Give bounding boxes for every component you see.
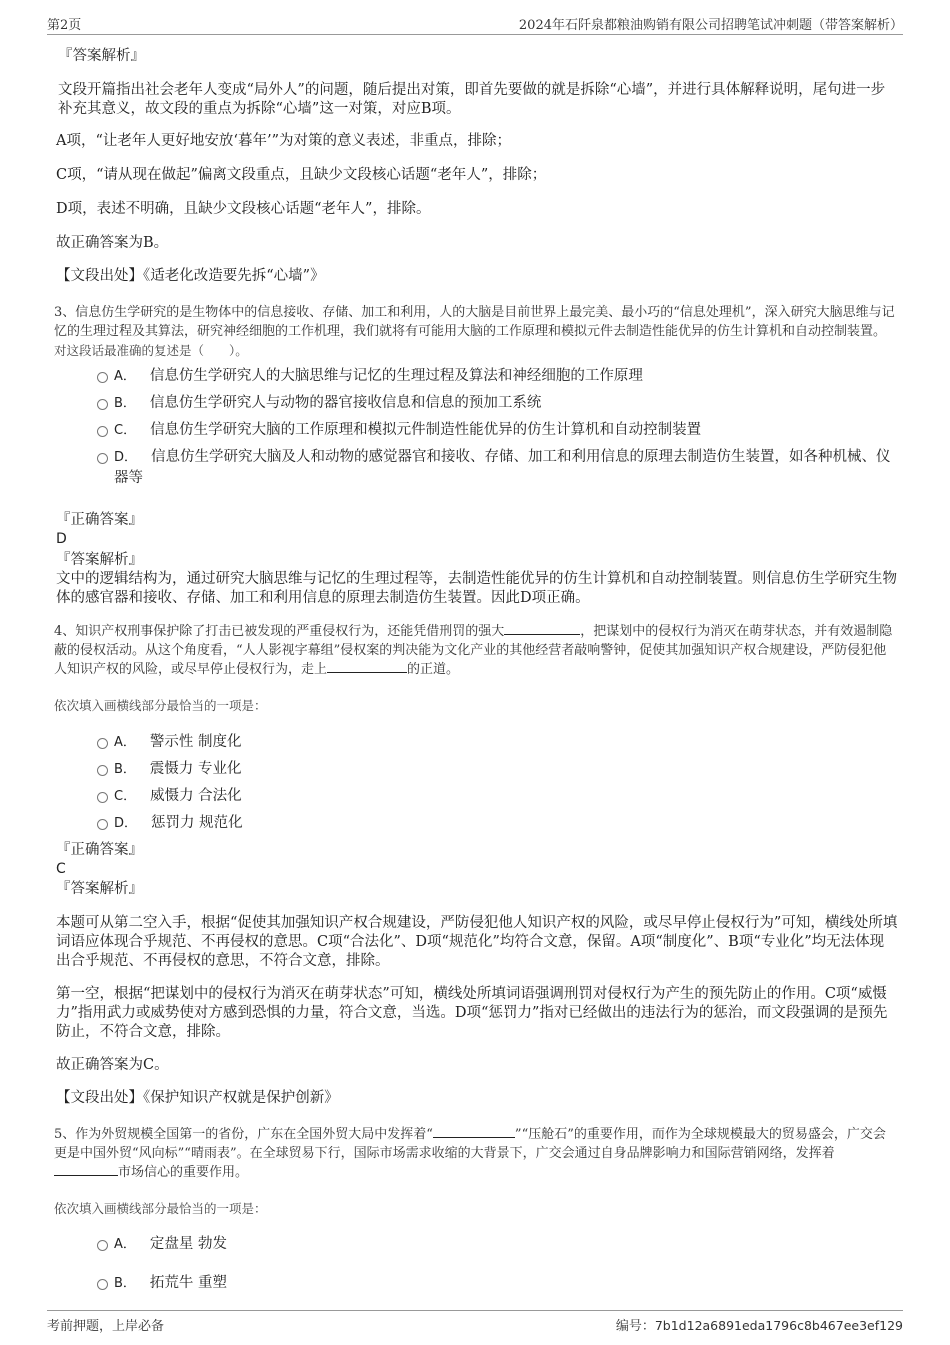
option-c[interactable]: C． 信息仿生学研究大脑的工作原理和模拟元件制造性能优异的仿生计算机和自动控制装置 [56, 420, 898, 441]
option-a[interactable]: A． 信息仿生学研究人的大脑思维与记忆的生理过程及算法和神经细胞的工作原理 [56, 366, 898, 387]
footer-slogan: 考前押题，上岸必备 [47, 1319, 165, 1334]
analysis-paragraph: 文段开篇指出社会老年人变成“局外人”的问题，随后提出对策，即首先要做的就是拆除“心墙”，并进行具体解释说明，尾句进一步补充其意义，故文段的重点为拆除“心墙”这一对策，对应B项。 [58, 82, 886, 117]
document-code: 编号：7b1d12a6891eda1796c8b467ee3ef129 [615, 1318, 903, 1334]
radio-icon[interactable] [97, 765, 108, 776]
option-d[interactable]: D． 信息仿生学研究大脑及人和动物的感觉器官和接收、存储、加工和利用信息的原理去制造仿生装置，如各种机械、仪器等 [56, 447, 898, 488]
analysis-option-d: D项，表述不明确，且缺少文段核心话题“老年人”，排除。 [56, 201, 431, 217]
analysis-label: 『答案解析』 [56, 881, 143, 897]
radio-icon[interactable] [97, 453, 108, 464]
option-b[interactable]: B． 拓荒牛 重塑 [56, 1273, 898, 1294]
fill-blank [327, 660, 407, 673]
option-d[interactable]: D． 惩罚力 规范化 [56, 813, 898, 834]
radio-icon[interactable] [97, 1240, 108, 1251]
analysis-option-c: C项，“请从现在做起”偏离文段重点，且缺少文段核心话题“老年人”，排除； [56, 167, 547, 183]
question-3-options [56, 366, 898, 488]
analysis-option-a: A项，“让老年人更好地安放‘暮年’”为对策的意义表述，非重点，排除； [56, 133, 512, 149]
radio-icon[interactable] [97, 792, 108, 803]
radio-icon[interactable] [97, 819, 108, 830]
question-4-prompt: 依次填入画横线部分最恰当的一项是： [54, 698, 267, 713]
radio-icon[interactable] [97, 426, 108, 437]
answer-label: 『正确答案』 [56, 842, 143, 858]
option-b[interactable]: B． 信息仿生学研究人与动物的器官接收信息和信息的预加工系统 [56, 393, 898, 414]
question-4-stem: 4、知识产权刑事保护除了打击已被发现的严重侵权行为，还能凭借刑罚的强大 ，把谋划中的侵权行为消灭在萌芽状态，并有效遏制隐蔽的侵权活动。从这个角度看，“人人影视字幕组”侵权案的判决能为文化产业的其他经营者敲响警钟，促使其加强知识产权合规建设，严防侵犯他人知识产权的风险，或尽早停止侵权行为，走上 的正道。 [54, 624, 893, 677]
page-header [47, 12, 903, 35]
question-3-stem: 3、信息仿生学研究的是生物体中的信息接收、存储、加工和利用，人的大脑是目前世界上最完美、最小巧的“信息处理机”，深入研究大脑思维与记忆的生理过程及其算法，研究神经细胞的工作机理，我们就将有可能用大脑的工作原理和模拟元件去制造性能优异的仿生计算机和自动控制装置。 [54, 305, 895, 339]
answer-label: 『正确答案』 [56, 512, 143, 528]
correct-answer: D [56, 531, 67, 547]
page-number: 第2页 [47, 18, 82, 33]
question-3-prompt: 对这段话最准确的复述是（ ）。 [54, 343, 248, 358]
option-a[interactable]: A． 警示性 制度化 [56, 732, 898, 753]
page-footer [47, 1310, 903, 1333]
radio-icon[interactable] [97, 372, 108, 383]
analysis-label: 『答案解析』 [58, 48, 145, 64]
analysis-conclusion: 故正确答案为B。 [56, 235, 169, 251]
analysis-paragraph: 文中的逻辑结构为，通过研究大脑思维与记忆的生理过程等，去制造性能优异的仿生计算机和自动控制装置。则信息仿生学研究生物体的感官器和接收、存储、加工和利用信息的原理去制造仿生装置。因此D项正确。 [56, 571, 897, 606]
fill-blank [433, 1125, 515, 1138]
analysis-paragraph: 本题可从第二空入手，根据“促使其加强知识产权合规建设，严防侵犯他人知识产权的风险，或尽早停止侵权行为”可知，横线处所填词语应体现合乎规范、不再侵权的意思。C项“合法化”、D项“规范化”均符合文意，保留。A项“制度化”、B项“专业化”均无法体现出合乎规范、不再侵权的意思，不符合文意，排除。 [56, 915, 898, 969]
analysis-paragraph: 第一空，根据“把谋划中的侵权行为消灭在萌芽状态”可知，横线处所填词语强调刑罚对侵权行为产生的预先防止的作用。C项“威慑力”指用武力或威势使对方感到恐惧的力量，符合文意，当选。D项“惩罚力”指对已经做出的违法行为的惩治，而文段强调的是预先防止，不符合文意，排除。 [56, 986, 888, 1040]
radio-icon[interactable] [97, 1279, 108, 1290]
fill-blank [504, 622, 580, 635]
analysis-conclusion: 故正确答案为C。 [56, 1057, 169, 1073]
question-5-prompt: 依次填入画横线部分最恰当的一项是： [54, 1201, 267, 1216]
question-5-stem: 5、作为外贸规模全国第一的省份，广东在全国外贸大局中发挥着“ ”“压舱石”的重要作用，而作为全球规模最大的贸易盛会，广交会更是中国外贸“风向标”“晴雨表”。在全球贸易下行，国际市场需求收缩的大背景下，广交会通过自身品牌影响力和国际营销网络，发挥着市场信心的重要作用。 [54, 1127, 886, 1180]
page-content [56, 44, 898, 1294]
passage-source: 【文段出处】《保护知识产权就是保护创新》 [56, 1090, 339, 1106]
analysis-label: 『答案解析』 [56, 552, 143, 568]
question-4-options [56, 732, 898, 834]
correct-answer: C [56, 861, 66, 877]
radio-icon[interactable] [97, 738, 108, 749]
passage-source: 【文段出处】《适老化改造要先拆“心墙”》 [56, 268, 325, 284]
fill-blank [54, 1163, 118, 1176]
option-b[interactable]: B． 震慑力 专业化 [56, 759, 898, 780]
document-title: 2024年石阡泉都粮油购销有限公司招聘笔试冲刺题（带答案解析） [518, 18, 903, 33]
question-5-options [56, 1234, 898, 1294]
radio-icon[interactable] [97, 399, 108, 410]
option-a[interactable]: A． 定盘星 勃发 [56, 1234, 898, 1255]
option-c[interactable]: C． 威慑力 合法化 [56, 786, 898, 807]
